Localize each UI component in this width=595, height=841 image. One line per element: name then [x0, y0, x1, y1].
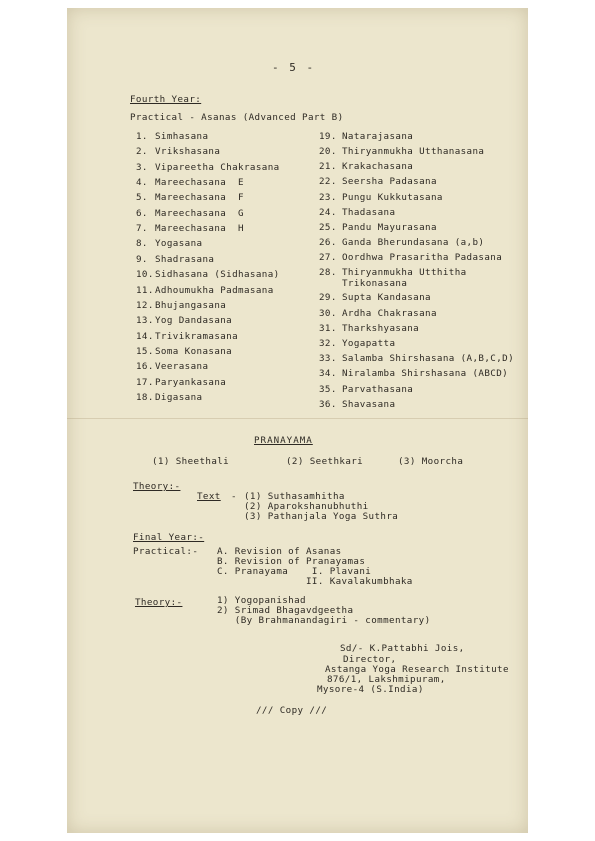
copy-mark: /// Copy /// — [256, 705, 328, 716]
asana-name: Natarajasana — [342, 131, 414, 142]
asana-number: 7. — [136, 223, 148, 235]
asana-number: 26. — [319, 237, 337, 248]
asana-number: 2. — [136, 146, 148, 158]
asana-number: 23. — [319, 192, 337, 203]
asana-name: Pandu Mayurasana — [342, 222, 437, 233]
asana-name: Pungu Kukkutasana — [342, 192, 443, 203]
asana-name: Thiryanmukha Utthitha — [342, 267, 467, 278]
asana-name: Parvathasana — [342, 384, 414, 395]
asana-number: 36. — [319, 399, 337, 410]
asana-number: 17. — [136, 376, 154, 388]
asana-name: Tharkshyasana — [342, 323, 420, 334]
signature-line: Mysore-4 (S.India) — [317, 684, 424, 695]
asana-name: Sidhasana (Sidhasana) — [155, 269, 280, 281]
asana-name: Adhoumukha Padmasana — [155, 284, 274, 296]
asana-name: Simhasana — [155, 131, 209, 142]
asana-number: 33. — [319, 353, 337, 364]
asana-number: 3. — [136, 161, 148, 173]
asana-name: Veerasana — [155, 361, 209, 373]
final-practical-item: II. Kavalakumbhaka — [217, 576, 413, 587]
asana-number: 13. — [136, 315, 154, 327]
asana-number: 14. — [136, 330, 154, 342]
asana-name: Paryankasana — [155, 376, 227, 388]
asana-number: 15. — [136, 345, 154, 357]
asana-number: 1. — [136, 131, 148, 142]
signature-line: Sd/- K.Pattabhi Jois, — [340, 643, 465, 654]
asana-number: 27. — [319, 252, 337, 263]
theory-text-item: (3) Pathanjala Yoga Suthra — [244, 511, 399, 522]
asana-name: Vipareetha Chakrasana — [155, 161, 280, 173]
asana-name: Ardha Chakrasana — [342, 308, 437, 319]
asana-name: Shavasana — [342, 399, 396, 410]
asana-name: Yogasana — [155, 238, 203, 250]
asana-name: Thadasana — [342, 207, 396, 218]
pranayama-item: (1) Sheethali — [152, 456, 230, 467]
asana-number: 11. — [136, 284, 154, 296]
pranayama-item: (3) Moorcha — [398, 456, 464, 467]
asana-name: Digasana — [155, 391, 203, 403]
asana-number: 28. — [319, 267, 337, 278]
asana-number: 25. — [319, 222, 337, 233]
final-practical-item: C. Pranayama I. Plavani — [217, 566, 372, 577]
final-practical-item: B. Revision of Pranayamas — [217, 556, 366, 567]
asana-number: 30. — [319, 308, 337, 319]
practical-title: Practical - Asanas (Advanced Part B) — [130, 112, 344, 123]
asana-number: 10. — [136, 269, 154, 281]
pranayama-item: (2) Seethkari — [286, 456, 364, 467]
asana-name: Trivikramasana — [155, 330, 239, 342]
asana-name: Ganda Bherundasana (a,b) — [342, 237, 485, 248]
asana-number: 34. — [319, 368, 337, 379]
asana-name: Oordhwa Prasaritha Padasana — [342, 252, 503, 263]
signature-line: Director, — [343, 654, 397, 665]
asana-number: 21. — [319, 161, 337, 172]
final-year-heading: Final Year:- — [133, 532, 205, 543]
final-theory-label: Theory:- — [135, 597, 183, 608]
asana-number: 35. — [319, 384, 337, 395]
final-practical-label: Practical:- — [133, 546, 199, 557]
asana-name: Salamba Shirshasana (A,B,C,D) — [342, 353, 515, 364]
asana-name: Mareechasana G — [155, 207, 244, 219]
asana-number: 18. — [136, 391, 154, 403]
asana-number: 24. — [319, 207, 337, 218]
asana-name: Vrikshasana — [155, 146, 221, 158]
signature-line: Astanga Yoga Research Institute — [325, 664, 509, 675]
asana-number: 32. — [319, 338, 337, 349]
asana-name: Mareechasana F — [155, 192, 244, 204]
asana-name: Seersha Padasana — [342, 176, 437, 187]
page-number: - 5 - — [272, 61, 316, 74]
asana-number: 8. — [136, 238, 148, 250]
asana-name: Yogapatta — [342, 338, 396, 349]
asana-number: 16. — [136, 361, 154, 373]
asana-name: Shadrasana — [155, 253, 215, 265]
final-practical-item: A. Revision of Asanas — [217, 546, 342, 557]
asana-name: Mareechasana H — [155, 223, 244, 235]
asana-name: Niralamba Shirshasana (ABCD) — [342, 368, 509, 379]
asana-number: 12. — [136, 299, 154, 311]
asana-number: 5. — [136, 192, 148, 204]
asana-number: 4. — [136, 177, 148, 189]
text-label: Text — [197, 491, 221, 502]
asana-number: 20. — [319, 146, 337, 157]
asana-number: 6. — [136, 207, 148, 219]
theory-text-item: (2) Aparokshanubhuthi — [244, 501, 369, 512]
asana-number: 9. — [136, 253, 148, 265]
page-fold-line — [67, 418, 528, 419]
final-theory-item: (By Brahmanandagiri - commentary) — [217, 615, 431, 626]
asana-name: Bhujangasana — [155, 299, 227, 311]
final-theory-item: 2) Srimad Bhagavdgeetha — [217, 605, 354, 616]
asana-number: 29. — [319, 292, 337, 303]
theory-text-item: (1) Suthasamhitha — [244, 491, 345, 502]
pranayama-heading: PRANAYAMA — [254, 435, 313, 446]
asana-number: 31. — [319, 323, 337, 334]
asana-number: 19. — [319, 131, 337, 142]
theory-label: Theory:- — [133, 481, 181, 492]
asana-name: Thiryanmukha Utthanasana — [342, 146, 485, 157]
asana-name: Mareechasana E — [155, 177, 244, 189]
asana-name: Trikonasana — [342, 278, 408, 289]
asana-name: Yog Dandasana — [155, 315, 233, 327]
final-theory-item: 1) Yogopanishad — [217, 595, 306, 606]
fourth-year-heading: Fourth Year: — [130, 94, 202, 105]
signature-line: 876/1, Lakshmipuram, — [327, 674, 446, 685]
asana-name: Supta Kandasana — [342, 292, 431, 303]
asana-name: Soma Konasana — [155, 345, 233, 357]
text-dash: - — [231, 491, 237, 502]
asana-number: 22. — [319, 176, 337, 187]
asana-name: Krakachasana — [342, 161, 414, 172]
